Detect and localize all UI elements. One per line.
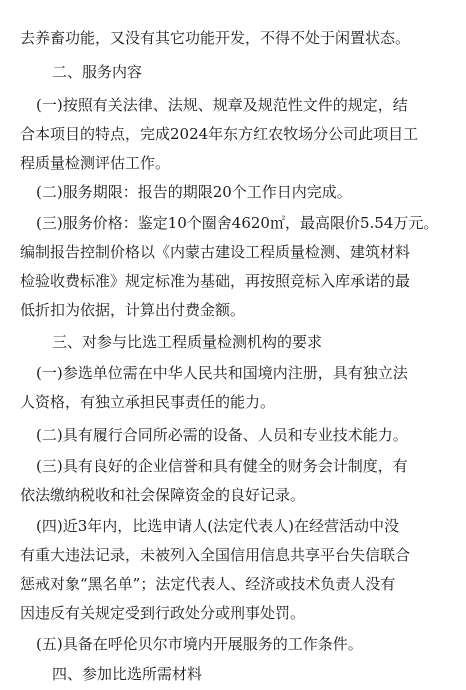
text-line: 编制报告控制价格以《内蒙古建设工程质量检测、建筑材料	[20, 243, 411, 261]
section-heading: 三、对参与比选工程质量检测机构的要求	[52, 333, 323, 351]
text-line: 程质量检测评估工作。	[20, 154, 171, 172]
text-line: (二)具有履行合同所必需的设备、人员和专业技术能力。	[36, 426, 408, 444]
section-heading: 二、服务内容	[52, 63, 143, 81]
text-line: (三)服务价格：鉴定10个圈舍4620㎡，最高限价5.54万元。	[36, 214, 439, 232]
text-line: 有重大违法记录，未被列入全国信用信息共享平台失信联合	[20, 546, 411, 564]
section-heading: 四、参加比选所需材料	[52, 665, 203, 683]
text-line: (二)服务期限：报告的期限20个工作日内完成。	[36, 183, 352, 201]
text-line: (五)具备在呼伦贝尔市境内开展服务的工作条件。	[36, 635, 363, 653]
text-line: 人资格，有独立承担民事责任的能力。	[20, 393, 276, 411]
text-line: 依法缴纳税收和社会保障资金的良好记录。	[20, 486, 306, 504]
text-line: (一)参选单位需在中华人民共和国境内注册，具有独立法	[36, 364, 408, 382]
text-line: 合本项目的特点，完成2024年东方红农牧场分公司此项目工	[20, 125, 419, 143]
text-line: (一)按照有关法律、法规、规章及规范性文件的规定，结	[36, 96, 408, 114]
text-line: (三)具有良好的企业信誉和具有健全的财务会计制度，有	[36, 457, 408, 475]
text-line: 低折扣为依据，计算出付费金额。	[20, 301, 246, 319]
text-line: (四)近3年内，比选申请人(法定代表人)在经营活动中没	[36, 517, 399, 535]
text-line: 惩戒对象“黑名单”；法定代表人、经济或技术负责人没有	[20, 575, 396, 593]
text-line: 检验收费标准》规定标准为基础，再按照竞标入库承诺的最	[20, 272, 411, 290]
text-line: 因违反有关规定受到行政处分或刑事处罚。	[20, 604, 306, 622]
text-line: 去养畜功能，又没有其它功能开发，不得不处于闲置状态。	[20, 29, 411, 47]
